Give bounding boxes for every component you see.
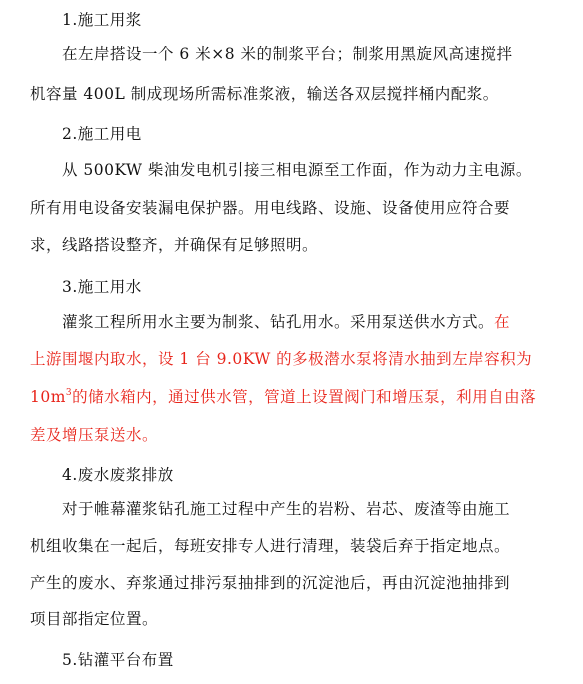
paragraph-line: 从 500KW 柴油发电机引接三相电源至工作面，作为动力主电源。 [62,161,532,179]
section-heading-2: 2.施工用电 [62,125,142,143]
section-heading-1: 1.施工用浆 [62,11,142,29]
paragraph-text: 灌浆工程所用水主要为制浆、钻孔用水。采用泵送供水方式。 [62,313,495,331]
paragraph-line: 对于帷幕灌浆钻孔施工过程中产生的岩粉、岩芯、废渣等由施工 [62,500,511,518]
section-heading-4: 4.废水废浆排放 [62,466,174,484]
paragraph-line: 项目部指定位置。 [30,610,159,628]
section-heading-3: 3.施工用水 [62,278,142,296]
paragraph-line: 所有用电设备安装漏电保护器。用电线路、设施、设备使用应符合要 [30,199,511,217]
highlighted-text: 的储水箱内，通过供水管，管道上设置阀门和增压泵，利用自由落 [72,388,537,406]
paragraph-line: 机容量 400L 制成现场所需标准浆液，输送各双层搅拌桶内配浆。 [30,85,499,103]
paragraph-line: 产生的废水、弃浆通过排污泵抽排到的沉淀池后，再由沉淀池抽排到 [30,574,511,592]
highlighted-paragraph-line: 上游围堰内取水，设 1 台 9.0KW 的多极潜水泵将清水抽到左岸容积为 [30,350,533,368]
highlighted-paragraph-line [30,387,536,407]
paragraph-line: 机组收集在一起后，每班安排专人进行清理，装袋后弃于指定地点。 [30,537,511,555]
highlighted-text: 在 [494,313,511,331]
paragraph-line: 求，线路搭设整齐，并确保有足够照明。 [30,236,319,254]
superscript-text: 3 [65,388,73,398]
highlighted-paragraph-line: 差及增压泵送水。 [30,426,159,444]
paragraph-line [62,312,510,332]
highlighted-text: 10m [30,388,66,406]
section-heading-5: 5.钻灌平台布置 [62,651,174,669]
paragraph-line: 在左岸搭设一个 6 米×8 米的制浆平台；制浆用黑旋风高速搅拌 [62,45,513,63]
